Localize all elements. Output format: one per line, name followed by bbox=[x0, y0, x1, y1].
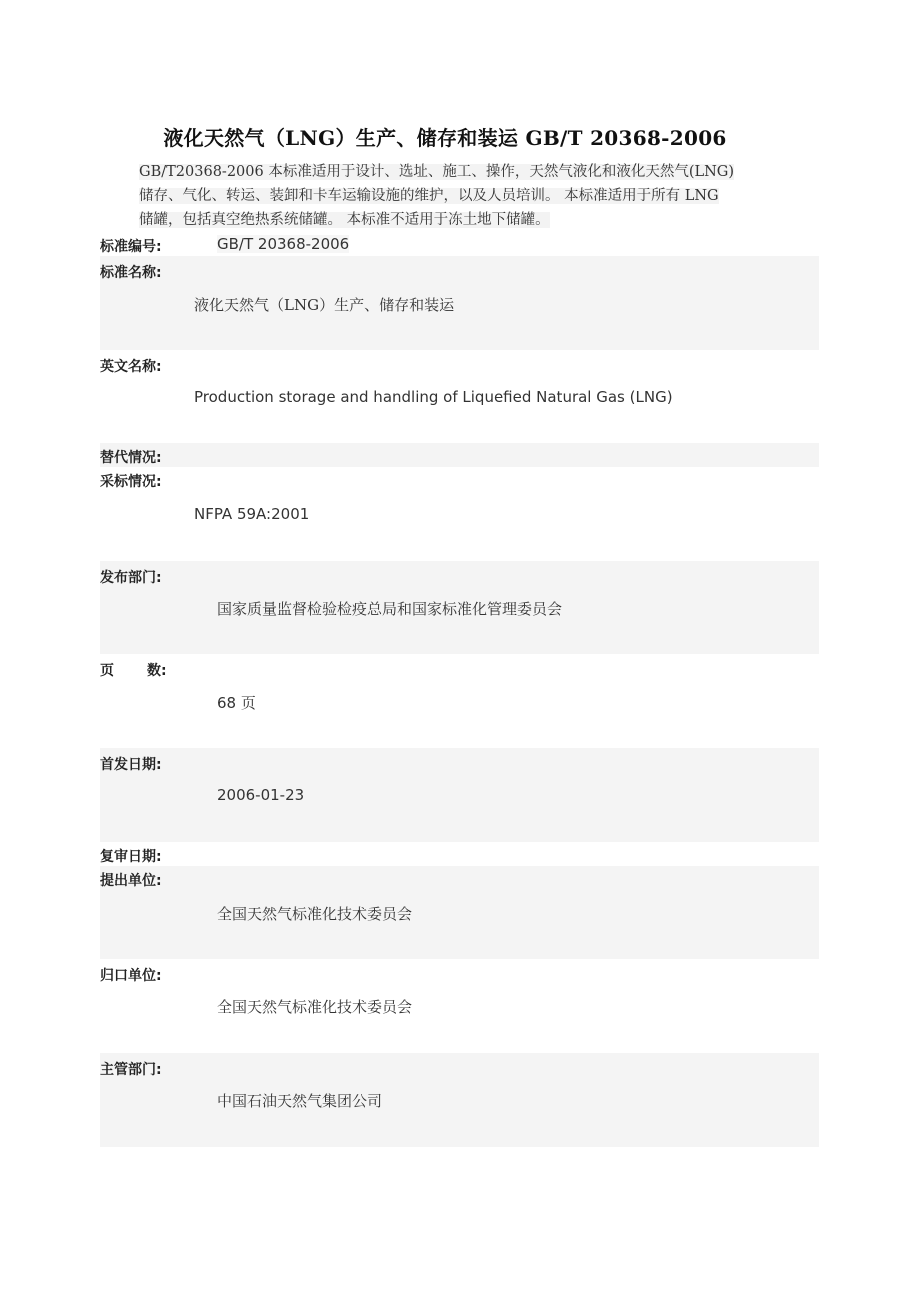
field-replacement bbox=[100, 443, 819, 467]
field-label: 替代情况: bbox=[100, 450, 162, 466]
field-first-issue-date bbox=[100, 748, 819, 842]
field-pages bbox=[100, 654, 819, 748]
standard-no-value: GB/T 20368-2006 bbox=[217, 235, 350, 253]
field-issuer bbox=[100, 561, 819, 654]
field-label: 采标情况: bbox=[100, 474, 162, 490]
english-name-value: Production storage and handling of Liquefied Natural Gas (LNG) bbox=[194, 388, 673, 406]
field-label: 主管部门: bbox=[100, 1062, 162, 1078]
standard-name-value: 液化天然气（LNG）生产、储存和装运 bbox=[194, 296, 455, 314]
field-english-name bbox=[100, 350, 819, 443]
field-label: 标准名称: bbox=[100, 265, 162, 281]
field-label: 发布部门: bbox=[100, 570, 162, 586]
field-competent-dept bbox=[100, 1053, 819, 1147]
intro-line: 储存、气化、转运、装卸和卡车运输设施的维护，以及人员培训。 本标准适用于所有 LNG bbox=[139, 188, 719, 204]
field-standard-no bbox=[100, 232, 819, 256]
page-title: 液化天然气（LNG）生产、储存和装运 GB/T 20368-2006 bbox=[163, 126, 727, 150]
first-issue-date-value: 2006-01-23 bbox=[217, 786, 305, 804]
field-label: 提出单位: bbox=[100, 873, 162, 889]
proposer-value: 全国天然气标准化技术委员会 bbox=[217, 905, 413, 923]
adoption-value: NFPA 59A:2001 bbox=[194, 505, 310, 523]
field-proposer bbox=[100, 866, 819, 959]
field-review-date bbox=[100, 842, 819, 866]
field-standard-name bbox=[100, 256, 819, 350]
field-label: 复审日期: bbox=[100, 849, 162, 865]
issuer-value: 国家质量监督检验检疫总局和国家标准化管理委员会 bbox=[217, 600, 563, 618]
field-label: 英文名称: bbox=[100, 359, 162, 375]
field-centralized-unit bbox=[100, 959, 819, 1053]
field-label: 归口单位: bbox=[100, 968, 162, 984]
competent-dept-value: 中国石油天然气集团公司 bbox=[217, 1092, 383, 1110]
field-label: 标准编号: bbox=[100, 239, 162, 255]
centralized-unit-value: 全国天然气标准化技术委员会 bbox=[217, 998, 413, 1016]
field-label: 首发日期: bbox=[100, 757, 162, 773]
intro-line: GB/T20368-2006 本标准适用于设计、选址、施工、操作，天然气液化和液化天然气(LNG) bbox=[139, 164, 735, 180]
intro-line: 储罐，包括真空绝热系统储罐。 本标准不适用于冻土地下储罐。 bbox=[139, 212, 550, 228]
field-label: 页 数: bbox=[100, 663, 167, 679]
pages-value: 68 页 bbox=[217, 694, 256, 712]
intro-paragraph bbox=[139, 160, 787, 232]
field-adoption bbox=[100, 467, 819, 561]
